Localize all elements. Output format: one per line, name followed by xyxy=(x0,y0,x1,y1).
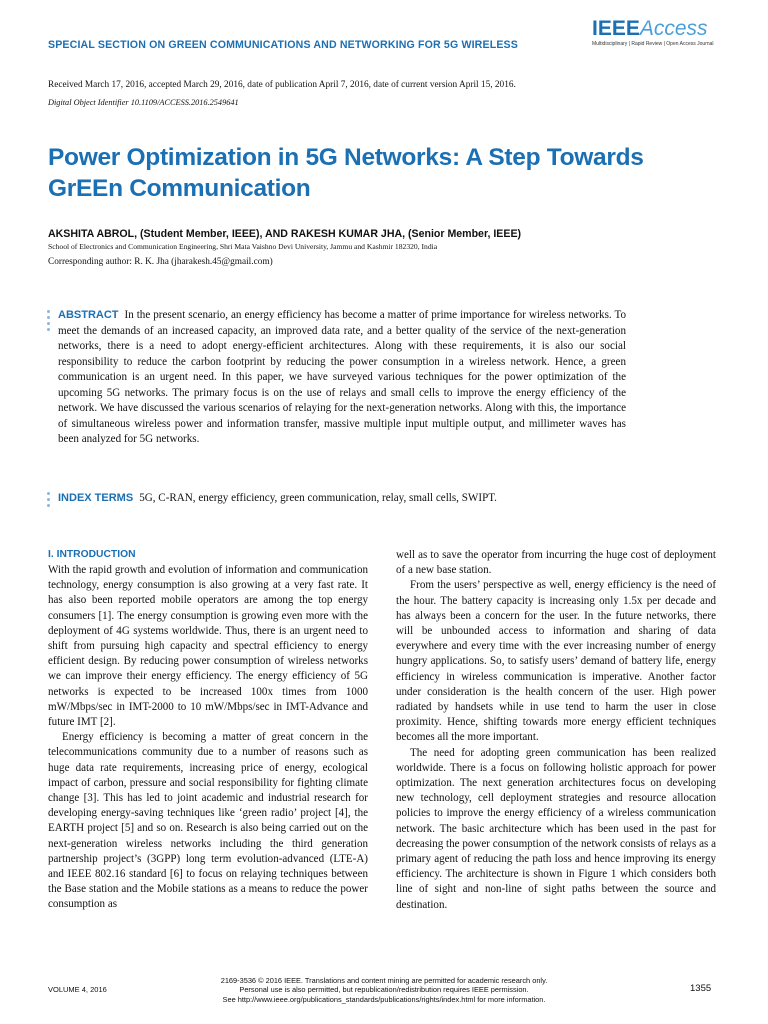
paragraph: With the rapid growth and evolution of information and communication technology, energy consumption is also growing at a very fast rate. It has also been reported mobile operators are among the top energy consumers [1]. The energy consumption is growing even more with the deployment of 4G systems worldwide. Thus, there is an urgent need to shift from pursuing high capacity and spectral efficiency to energy efficient design. By reducing power consumption of wireless networks we can improve their energy efficiency. The energy efficiency of 5G networks is expected to be increased 100x times from 1000 mW/Mbps/sec in IMT-2000 to 10 mW/Mbps/sec in IMT-Advance and future IMT [2]. xyxy=(48,564,368,729)
index-terms-label: INDEX TERMS xyxy=(58,492,134,504)
logo-access: Access xyxy=(639,17,708,40)
abstract-label: ABSTRACT xyxy=(58,309,119,321)
footer-copyright xyxy=(170,976,598,1004)
abstract-text: In the present scenario, an energy efficiency has become a matter of prime importance for wireless networks. To meet the demands of an increased capacity, an improved data rate, and a better quality of the service of the next-generation networks, there is a need to adopt energy-efficient architectures. Along with these requirements, it is also our social responsibility to reduce the carbon footprint by reducing the power consumption in a wireless network. Hence, a green communication is an urgent need. In this paper, we have surveyed various techniques for the power optimization of the upcoming 5G networks. The primary focus is on the use of relays and small cells to improve the energy efficiency of the network. We have discussed the various scenarios of relaying for the next-generation networks. Along with this, the importance of simultaneous wireless power and information transfer, massive multiple input multiple output, and millimeter waves has been analyzed for 5G networks. xyxy=(58,309,626,445)
journal-logo xyxy=(592,18,722,47)
footer-volume: VOLUME 4, 2016 xyxy=(48,985,107,994)
doi: Digital Object Identifier 10.1109/ACCESS.2016.2549641 xyxy=(48,98,239,107)
paragraph: The need for adopting green communication has been realized worldwide. There is a focus on following holistic approach for power optimization. The next generation architectures focus on developing new technology, cell deployment strategies and resource allocation policies to improve the energy efficiency of a wireless communication network. The basic architecture which has been used in the past for decreasing the power consumption of the network consists of relays as a primary agent of reducing the path loss and hence improving its energy efficiency. The architecture is shown in Figure 1 which considers both line of sight and non-line of sight paths between the source and destination. xyxy=(396,746,716,911)
logo-tagline: Multidisciplinary | Rapid Review | Open Access Journal xyxy=(592,41,714,47)
paragraph: Energy efficiency is becoming a matter of great concern in the telecommunications community due to a number of reasons such as huge data rate requirements, increasing price of energy, ecological impact of carbon, pressure and social responsibility for fighting climate change [3]. This has led to joint academic and industrial research for developing energy-saving techniques like ‘green radio’ project [4], the EARTH project [5] and so on. Research is also being carried out on the next-generation wireless networks including the third generation partnership project’s (3GPP) long term evolution-advanced (LTE-A) and IEEE 802.16 standard [6] to focus on relaying techniques between the Base station and the Mobile stations as a means to reduce the power consumption as xyxy=(48,731,368,911)
paper-title: Power Optimization in 5G Networks: A Step Towards GrEEn Communication xyxy=(48,144,644,202)
copyright-line: Personal use is also permitted, but republication/redistribution requires IEEE permission. xyxy=(239,985,529,995)
affiliation: School of Electronics and Communication Engineering, Shri Mata Vaishno Devi University, Jammu and Kashmir 182320, India xyxy=(48,242,438,251)
paragraph: From the users’ perspective as well, energy efficiency is the need of the hour. The battery capacity is increasing only 1.5x per decade and has always been a concern for the user. In the future networks, there will be unbounded access to information and sharing of data everywhere and every time with the ever increasing number of energy hungry applications. So, to satisfy users’ demand of battery life, energy efficiency in wireless communication is imperative. Another factor under consideration is the health concern of the user. High power radiated by handsets while in use tend to harm the user in close proximity. Hence, shifting towards more energy efficient techniques becomes all the more important. xyxy=(396,579,716,744)
body-column-right xyxy=(396,548,716,913)
abstract xyxy=(58,308,626,448)
index-terms-text: 5G, C-RAN, energy efficiency, green communication, relay, small cells, SWIPT. xyxy=(139,492,497,504)
copyright-line: See http://www.ieee.org/publications_standards/publications/rights/index.html for more information. xyxy=(222,994,546,1004)
index-terms-marker-icon xyxy=(47,492,51,510)
copyright-line: 2169-3536 © 2016 IEEE. Translations and content mining are permitted for academic research only. xyxy=(220,976,548,985)
index-terms xyxy=(58,492,497,504)
authors: AKSHITA ABROL, (Student Member, IEEE), AND RAKESH KUMAR JHA, (Senior Member, IEEE) xyxy=(48,228,522,240)
section-header: SPECIAL SECTION ON GREEN COMMUNICATIONS AND NETWORKING FOR 5G WIRELESS xyxy=(48,39,518,51)
abstract-marker-icon xyxy=(47,310,51,334)
logo-ieee: IEEE xyxy=(592,17,640,40)
body-column-left xyxy=(48,548,368,913)
page-number: 1355 xyxy=(690,983,712,994)
section-heading-introduction: I. INTRODUCTION xyxy=(48,549,136,560)
paragraph: well as to save the operator from incurring the huge cost of deployment of a new base station. xyxy=(396,549,716,577)
corresponding-author: Corresponding author: R. K. Jha (jharakesh.45@gmail.com) xyxy=(48,257,273,267)
received-dates: Received March 17, 2016, accepted March 29, 2016, date of publication April 7, 2016, date of current version April 15, 2016. xyxy=(48,80,516,90)
